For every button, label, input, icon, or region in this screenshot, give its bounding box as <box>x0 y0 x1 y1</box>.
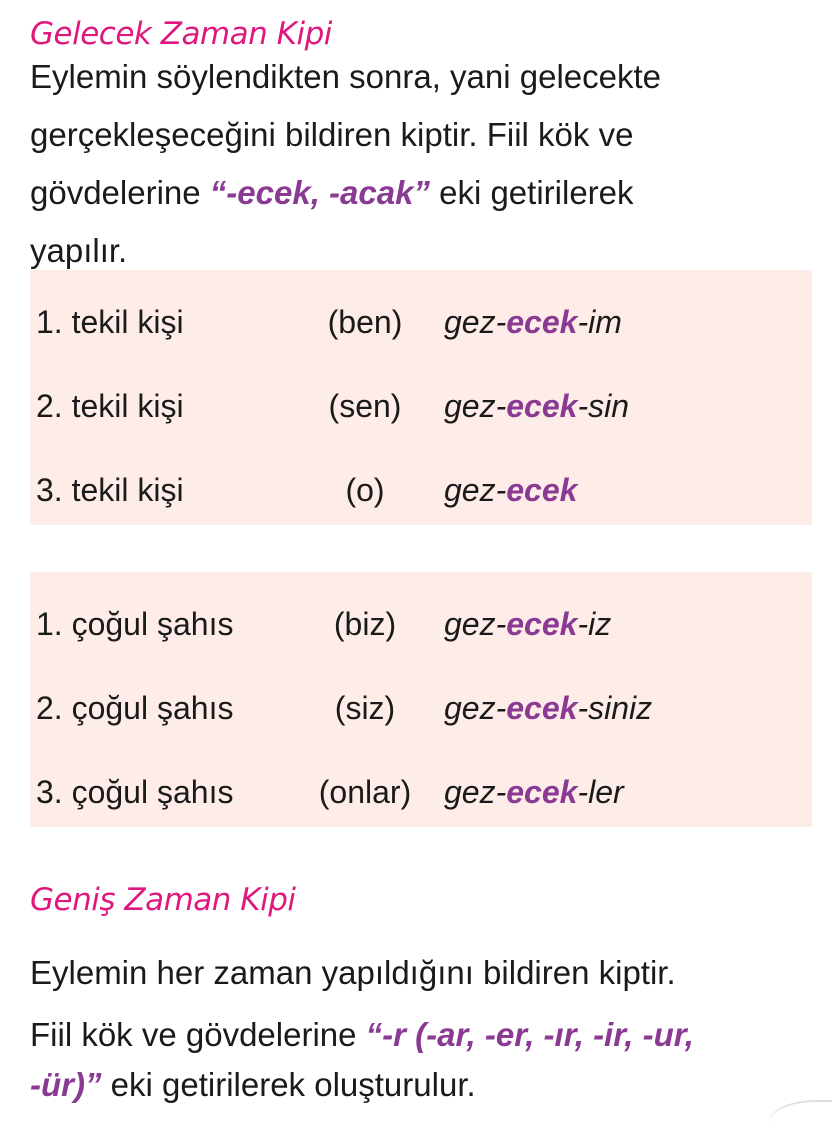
suffix-highlight: -ür)” <box>30 1066 102 1103</box>
pronoun: (o) <box>345 472 385 508</box>
person-ending: -ler <box>577 774 624 810</box>
tense-suffix: ecek <box>506 388 578 424</box>
verb-root: gez- <box>444 388 507 424</box>
pronoun: (ben) <box>327 304 403 340</box>
description-line <box>30 1056 810 1114</box>
verb-form <box>444 302 622 342</box>
verb-root: gez- <box>444 690 507 726</box>
person-label: 2. çoğul şahıs <box>36 690 234 726</box>
future-tense-heading: Gelecek Zaman Kipi <box>30 16 332 52</box>
person-ending: -sin <box>577 388 629 424</box>
tense-suffix: ecek <box>506 774 578 810</box>
pronoun: (onlar) <box>318 774 412 810</box>
tense-suffix: ecek <box>506 690 578 726</box>
plural-conjugation-table <box>30 572 812 827</box>
verb-form <box>444 604 611 644</box>
person-ending: -im <box>577 304 622 340</box>
person-ending: -iz <box>577 606 612 642</box>
verb-form <box>444 470 577 510</box>
tense-suffix: ecek <box>506 472 578 508</box>
person-label: 1. tekil kişi <box>36 304 184 340</box>
table-row <box>30 470 812 510</box>
suffix-highlight: “-ecek, -acak” <box>209 174 430 211</box>
person-label: 1. çoğul şahıs <box>36 606 234 642</box>
table-row <box>30 604 812 644</box>
aorist-tense-description <box>30 944 810 1114</box>
person-label: 2. tekil kişi <box>36 388 184 424</box>
verb-root: gez- <box>444 606 507 642</box>
tense-suffix: ecek <box>506 304 578 340</box>
verb-form <box>444 386 629 426</box>
person-label: 3. tekil kişi <box>36 472 184 508</box>
table-row <box>30 302 812 342</box>
description-line: Eylemin her zaman yapıldığını bildiren kiptir. <box>30 954 676 991</box>
verb-root: gez- <box>444 472 507 508</box>
pronoun: (sen) <box>328 388 402 424</box>
pronoun: (siz) <box>334 690 396 726</box>
description-line: Eylemin söylendikten sonra, yani gelecekte <box>30 58 662 95</box>
description-line: yapılır. <box>30 232 128 269</box>
verb-form <box>444 772 624 812</box>
description-line: gerçekleşeceğini bildiren kiptir. Fiil kök ve <box>30 116 634 153</box>
text: eki getirilerek oluşturulur. <box>101 1066 476 1103</box>
singular-conjugation-table <box>30 270 812 525</box>
verb-form <box>444 688 652 728</box>
description-line <box>30 164 810 222</box>
person-label: 3. çoğul şahıs <box>36 774 234 810</box>
verb-root: gez- <box>444 774 507 810</box>
person-ending: -siniz <box>577 690 653 726</box>
aorist-tense-heading: Geniş Zaman Kipi <box>30 882 296 918</box>
text: eki getirilerek <box>429 174 634 211</box>
verb-root: gez- <box>444 304 507 340</box>
table-row <box>30 772 812 812</box>
text: gövdelerine <box>30 174 210 211</box>
table-row <box>30 386 812 426</box>
tense-suffix: ecek <box>506 606 578 642</box>
pronoun: (biz) <box>333 606 397 642</box>
text: Fiil kök ve gövdelerine <box>30 1016 366 1053</box>
suffix-highlight: “-r (-ar, -er, -ır, -ir, -ur, <box>365 1016 694 1053</box>
table-row <box>30 688 812 728</box>
future-tense-description <box>30 48 810 280</box>
